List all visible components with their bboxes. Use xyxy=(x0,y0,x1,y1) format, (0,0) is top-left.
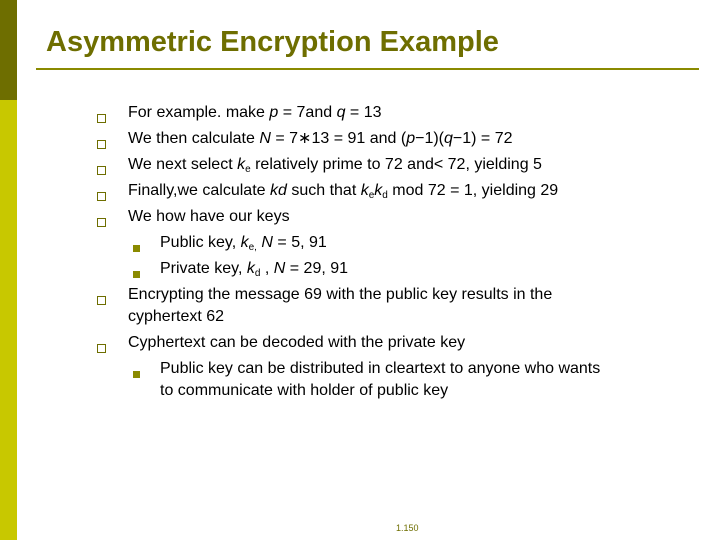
slide-title: Asymmetric Encryption Example xyxy=(46,26,499,58)
square-bullet-icon xyxy=(133,265,140,283)
bullet-item-5: We how have our keys xyxy=(128,208,290,225)
bullet-box-icon xyxy=(97,214,106,232)
bullet-box-icon xyxy=(97,136,106,154)
bullet-box-icon xyxy=(97,110,106,128)
bullet-item-2: We then calculate N = 7∗13 = 91 and (p−1)(q−1) = 72 xyxy=(128,130,513,147)
square-bullet-icon xyxy=(133,239,140,257)
sub-item-distribution-line-2: to communicate with holder of public key xyxy=(160,382,449,399)
sub-item-distribution-line-1: Public key can be distributed in cleartext to anyone who wants xyxy=(160,360,601,377)
bullet-box-icon xyxy=(97,292,106,310)
square-bullet-icon xyxy=(133,365,140,383)
bullet-item-3: We next select $k_e$ relatively prime to 72 and< 72, yielding 5 xyxy=(128,156,542,175)
bullet-box-icon xyxy=(97,340,106,358)
bullet-item-4: Finally,we calculate kd such that $k_ek_d$ mod 72 = 1, yielding 29 xyxy=(128,182,559,201)
bullet-box-icon xyxy=(97,162,106,180)
bullet-item-6-line-2: cyphertext 62 xyxy=(128,308,225,325)
sub-item-public-key: Public key, $k_{e,}$ N = 5, 91 xyxy=(160,234,327,253)
bullet-item-7: Cyphertext can be decoded with the private key xyxy=(128,334,466,351)
bullet-item-1: For example. make p = 7and q = 13 xyxy=(128,104,382,121)
bullet-box-icon xyxy=(97,188,106,206)
sub-item-private-key: Private key, $k_d$ , N = 29, 91 xyxy=(160,260,349,279)
page-number: 1.150 xyxy=(396,523,419,533)
bullet-item-6-line-1: Encrypting the message 69 with the public key results in the xyxy=(128,286,553,303)
